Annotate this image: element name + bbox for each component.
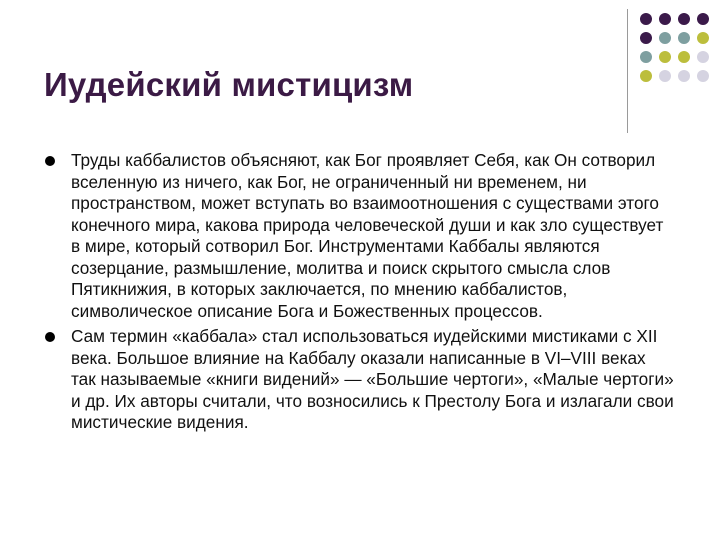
decorative-dot: [659, 32, 671, 44]
bullet-text: Сам термин «каббала» стал использоваться иудейскими мистиками с XII века. Большое влияние на Каббалу оказали написанные в VI–VIII веках так называемые «книги видений» — «Большие чертоги», «Малые чертоги» и др. Их авторы считали, что возносились к Престолу Бога и излагали свои мистические видения.: [71, 326, 674, 432]
decorative-dot: [697, 13, 709, 25]
slide-title: Иудейский мистицизм: [44, 66, 414, 103]
bullet-dot-icon: [45, 332, 55, 342]
decorative-dot: [678, 70, 690, 82]
decorative-dot: [678, 13, 690, 25]
decorative-dot: [659, 13, 671, 25]
bullet-dot-icon: [45, 156, 55, 166]
bullet-list: [44, 150, 674, 438]
decorative-dot: [640, 51, 652, 63]
decorative-dot: [640, 70, 652, 82]
decorative-dot: [697, 70, 709, 82]
decorative-dot: [659, 51, 671, 63]
decorative-dot: [697, 32, 709, 44]
bullet-item: [44, 326, 674, 434]
decorative-dot: [678, 51, 690, 63]
decorative-dot-grid: [640, 13, 716, 113]
decorative-dot: [659, 70, 671, 82]
decorative-dot: [640, 13, 652, 25]
bullet-text: Труды каббалистов объясняют, как Бог проявляет Себя, как Он сотворил вселенную из ничего, как Бог, не ограниченный ни временем, ни пространством, может вступать во взаимоотношения с существами этого конечного мира, какова природа человеческой души и как зло существует в мире, который сотворил Бог. Инструментами Каббалы являются созерцание, размышление, молитва и поиск скрытого смысла слов Пятикнижия, в которых заключается, по мнению каббалистов, символическое описание Бога и Божественных процессов.: [71, 150, 664, 321]
decorative-dot: [697, 51, 709, 63]
decorative-dot: [640, 32, 652, 44]
decorative-dot: [678, 32, 690, 44]
bullet-item: [44, 150, 674, 322]
decorative-vertical-line: [627, 9, 628, 133]
